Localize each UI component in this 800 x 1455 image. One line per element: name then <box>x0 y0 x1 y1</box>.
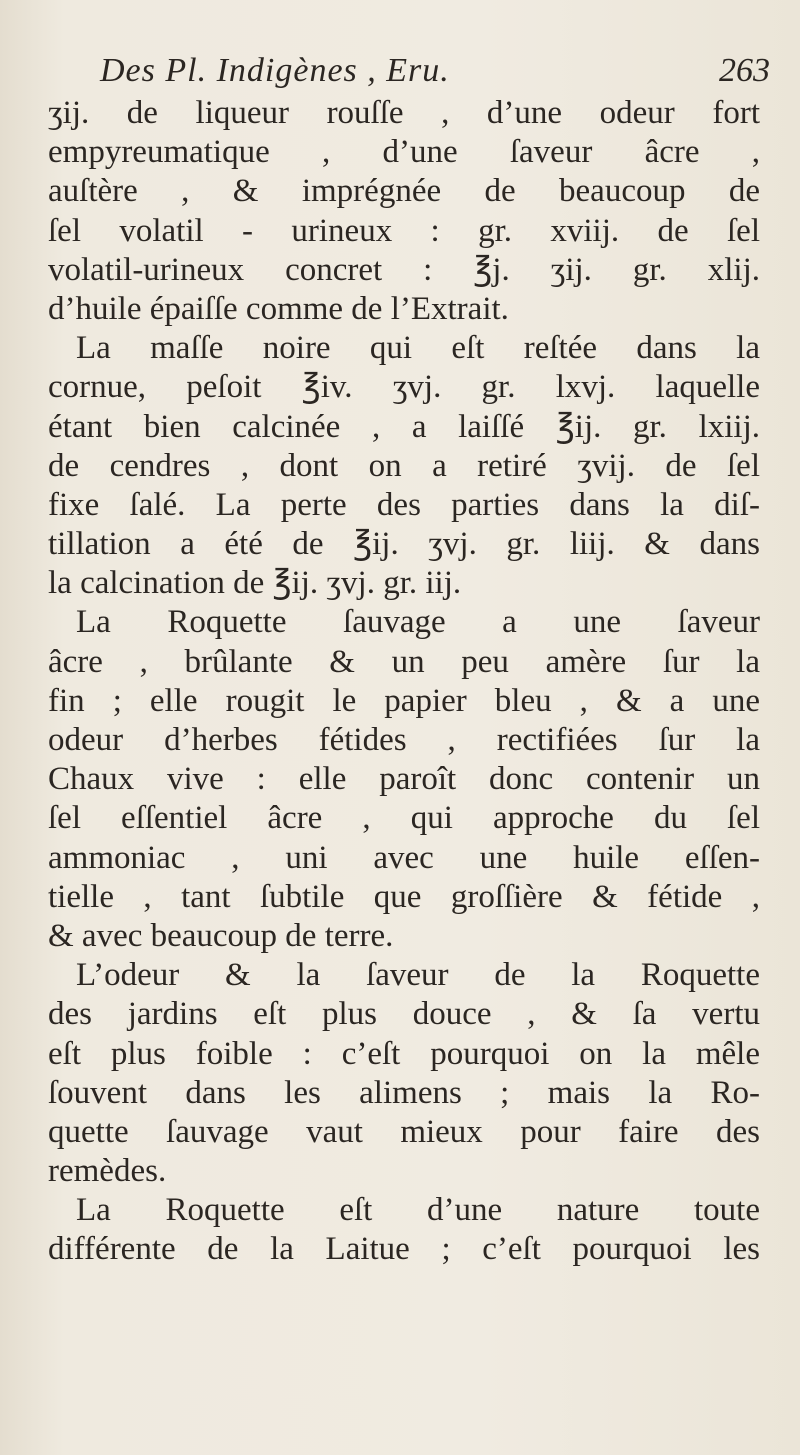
text-line: remèdes. <box>48 1153 167 1190</box>
text-line: ſouvent dans les alimens ; mais la Ro- <box>48 1074 760 1111</box>
text-line: la calcination de ℥ij. ʒvj. gr. iij. <box>48 565 462 602</box>
page-number: 263 <box>719 52 770 89</box>
text-line: ſel volatil - urineux : gr. xviij. de ſel <box>48 212 760 249</box>
text-line: quette ſauvage vaut mieux pour faire des <box>48 1113 760 1150</box>
text-line: & avec beaucoup de terre. <box>48 917 394 954</box>
text-line: eſt plus foible : c’eſt pourquoi on la mêle <box>48 1035 760 1072</box>
text-line: cornue, peſoit ℥iv. ʒvj. gr. lxvj. laquelle <box>48 369 760 406</box>
text-line: L’odeur & la ſaveur de la Roquette <box>76 957 760 994</box>
text-line: tielle , tant ſubtile que groſſière & fétide , <box>48 878 760 915</box>
body-text <box>48 94 760 1270</box>
text-line: des jardins eſt plus douce , & ſa vertu <box>48 996 760 1033</box>
text-line: La Roquette eſt d’une nature toute <box>76 1192 760 1229</box>
text-line: de cendres , dont on a retiré ʒvij. de ſel <box>48 447 760 484</box>
text-line: volatil-urineux concret : ℥j. ʒij. gr. xlij. <box>48 251 760 288</box>
text-line: fixe ſalé. La perte des parties dans la diſ- <box>48 486 760 523</box>
text-line: étant bien calcinée , a laiſſé ℥ij. gr. lxiij. <box>48 408 760 445</box>
text-line: différente de la Laitue ; c’eſt pourquoi les <box>48 1231 760 1268</box>
text-line: odeur d’herbes fétides , rectifiées ſur la <box>48 722 760 758</box>
text-line: ſel eſſentiel âcre , qui approche du ſel <box>48 800 760 837</box>
text-line: tillation a été de ℥ij. ʒvj. gr. liij. & dans <box>48 526 760 563</box>
text-line: auſtère , & imprégnée de beaucoup de <box>48 173 760 210</box>
text-line: Chaux vive : elle paroît donc contenir un <box>48 761 760 798</box>
text-line: La Roquette ſauvage a une ſaveur <box>76 604 760 641</box>
running-head: Des Pl. Indigènes , Eru. <box>100 52 450 89</box>
text-line: ammoniac , uni avec une huile eſſen- <box>48 839 760 876</box>
text-line: La maſſe noire qui eſt reſtée dans la <box>76 330 760 367</box>
text-line: âcre , brûlante & un peu amère ſur la <box>48 643 760 680</box>
text-line: d’huile épaiſſe comme de l’Extrait. <box>48 290 509 327</box>
text-line: fin ; elle rougit le papier bleu , & a une <box>48 682 760 719</box>
text-line: ʒij. de liqueur rouſſe , d’une odeur fort <box>48 95 760 131</box>
text-line: empyreumatique , d’une ſaveur âcre , <box>48 134 760 171</box>
